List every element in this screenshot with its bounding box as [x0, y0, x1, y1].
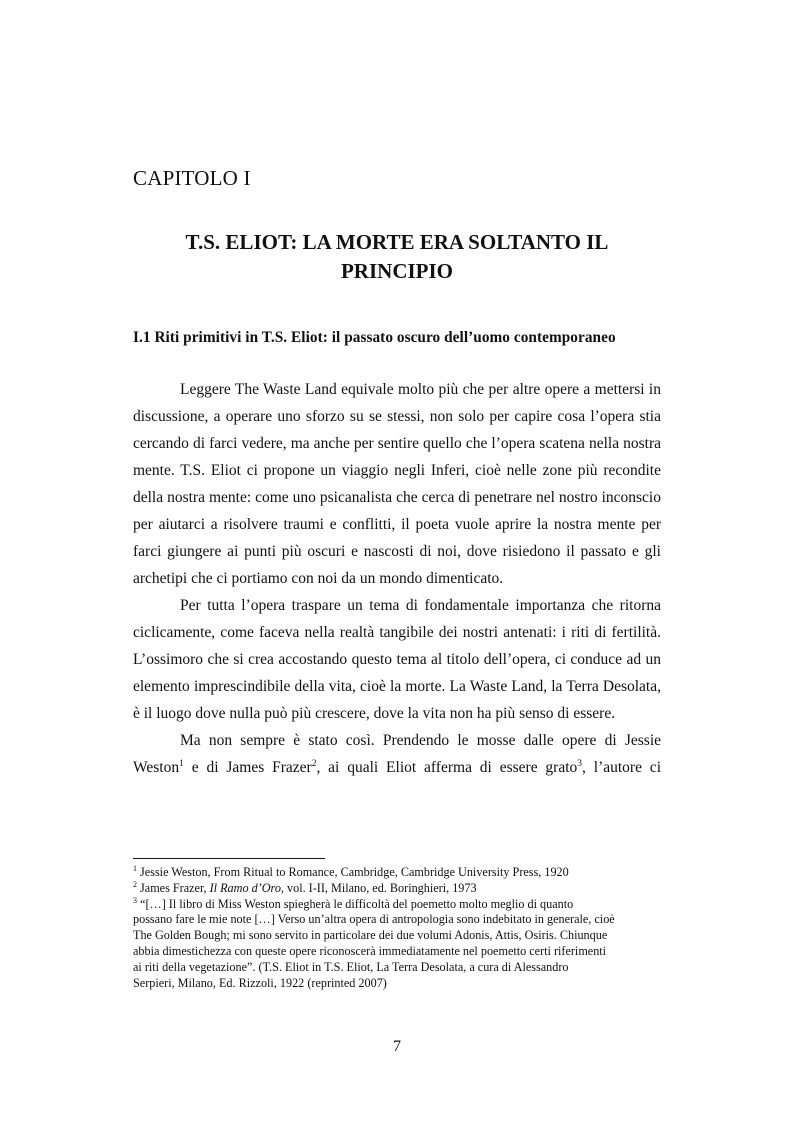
footnote-3-line-2: possano fare le mie note […] Verso un’altra opera di antropologia sono indebitato in generale, cioè — [133, 912, 615, 927]
footnote-1 — [133, 865, 661, 881]
footnote-ref-2[interactable]: 2 — [311, 758, 317, 769]
page-number: 7 — [393, 1038, 401, 1055]
footnote-separator — [133, 858, 325, 859]
body-text — [133, 376, 661, 781]
footnote-3-line-5: ai riti della vegetazione”. (T.S. Eliot in T.S. Eliot, La Terra Desolata, a cura di Alessandro — [133, 959, 569, 974]
paragraph-3 — [133, 727, 661, 781]
footnote-3-line-3: The Golden Bough; mi sono servito in particolare dei due volumi Adonis, Attis, Osiris. Chiunque — [133, 928, 608, 943]
footnote-3 — [133, 897, 661, 992]
footnote-2 — [133, 881, 661, 897]
paragraph-3-text-a: Ma non sempre è stato così. Prendendo le mosse dalle opere di Jessie Weston — [133, 732, 661, 776]
footnote-2-title: Il Ramo d’Oro — [209, 880, 281, 895]
chapter-label: CAPITOLO I — [133, 166, 251, 190]
footnote-3-line-1 — [133, 897, 661, 913]
footnote-ref-1[interactable]: 1 — [179, 758, 184, 769]
footnote-3-line-6: Serpieri, Milano, Ed. Rizzoli, 1922 (reprinted 2007) — [133, 975, 387, 990]
paragraph-1: Leggere The Waste Land equivale molto più che per altre opere a mettersi in discussione, a operare uno sforzo su se stessi, non solo per capire cosa l’opera stia cercando di farci vedere, ma anche per sentire quello che l’opera scatena nella nostra mente. T.S. Eliot ci propone un viaggio negli Inferi, cioè nelle zone più recondite della nostra mente: come uno psicanalista che cerca di penetrare nel nostro inconscio per aiutarci a risolvere traumi e conflitti, il poeta vuole aprire la nostra mente per farci giungere ai punti più oscuri e nascosti di noi, dove risiedono il passato e gli archetipi che ci portiamo con noi da un mondo dimenticato. — [133, 381, 661, 587]
footnote-3-number: 3 — [133, 895, 137, 905]
paragraph-3-text-c: , ai quali Eliot afferma di essere grato — [316, 759, 578, 776]
chapter-title-line-1: T.S. ELIOT: LA MORTE ERA SOLTANTO IL — [185, 230, 609, 254]
chapter-title — [133, 228, 661, 286]
footnote-3-line-4: abbia dimestichezza con queste opere riconoscerà immediatamente nel poemetto certi riferimenti — [133, 943, 607, 958]
footnote-1-text: Jessie Weston, From Ritual to Romance, Cambridge, Cambridge University Press, 1920 — [137, 865, 569, 879]
footnotes — [133, 865, 661, 991]
footnote-1-number: 1 — [133, 863, 137, 873]
section-title: I.1 Riti primitivi in T.S. Eliot: il passato oscuro dell’uomo contemporaneo — [133, 329, 616, 346]
paragraph-3-text-b: e di James Frazer — [183, 759, 312, 776]
footnote-2-text-a: James Frazer, — [137, 880, 210, 895]
chapter-title-line-2: PRINCIPIO — [340, 259, 453, 283]
footnote-2-text-b: , vol. I-II, Milano, ed. Boringhieri, 1973 — [280, 880, 477, 895]
paragraph-3-text-d: , l’autore ci — [582, 759, 661, 776]
paragraph-2: Per tutta l’opera traspare un tema di fondamentale importanza che ritorna ciclicamente, come faceva nella realtà tangibile dei nostri antenati: i riti di fertilità. L’ossimoro che si crea accostando questo tema al titolo dell’opera, ci conduce ad un elemento imprescindibile della vita, cioè la morte. La Waste Land, la Terra Desolata, è il luogo dove nulla può più crescere, dove la vita non ha più senso di essere. — [133, 597, 661, 722]
footnote-2-number: 2 — [133, 879, 137, 889]
footnote-ref-3[interactable]: 3 — [577, 758, 583, 769]
footnote-3-line-1-text: “[…] Il libro di Miss Weston spiegherà le difficoltà del poemetto molto meglio di quanto — [137, 896, 574, 911]
